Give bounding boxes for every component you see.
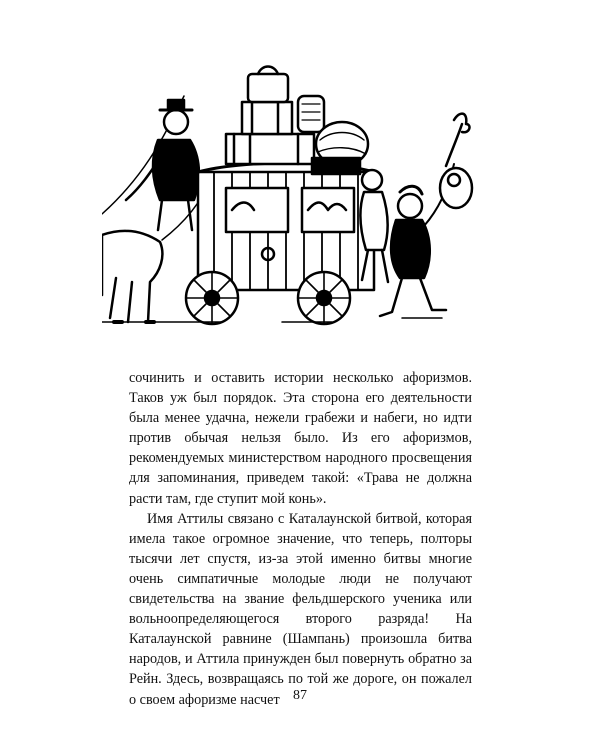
paragraph-1: сочинить и оставить истории несколько афоризмов. Таков уж был порядок. Эта сторона его деятельности была менее удачна, нежели грабежи и набеги, но идти против обычая нельзя было. Из его афоризмов, рекомендуемых министерством народного просвещения для запоминания, приведем такой: «Трава не должна расти там, где ступит мой конь».	[129, 370, 472, 507]
horse-figure	[102, 231, 162, 322]
walking-man-figure	[380, 114, 472, 316]
driver-figure	[126, 100, 199, 230]
page-number: 87	[293, 688, 307, 703]
wagon-body	[198, 163, 374, 290]
stagecoach-illustration	[102, 60, 492, 332]
luggage-pile	[226, 67, 368, 175]
paragraph-2: Имя Аттилы связано с Каталаунской битвой, которая имела такое огромное значение, что теперь, полторы тысячи лет спустя, из-за этой именно битвы многие очень симпатичные молодые люди не получают свидетельства на звание фельдшерского ученика или вольноопределяющегося второго разряда! На Каталаунской равнине (Шампань) произошла битва народов, и Аттила принужден был повернуть обратно за Рейн. Здесь, возвращаясь по той же дороге, он пожалел о своем афоризме насчет	[129, 510, 472, 708]
body-text	[129, 368, 472, 710]
